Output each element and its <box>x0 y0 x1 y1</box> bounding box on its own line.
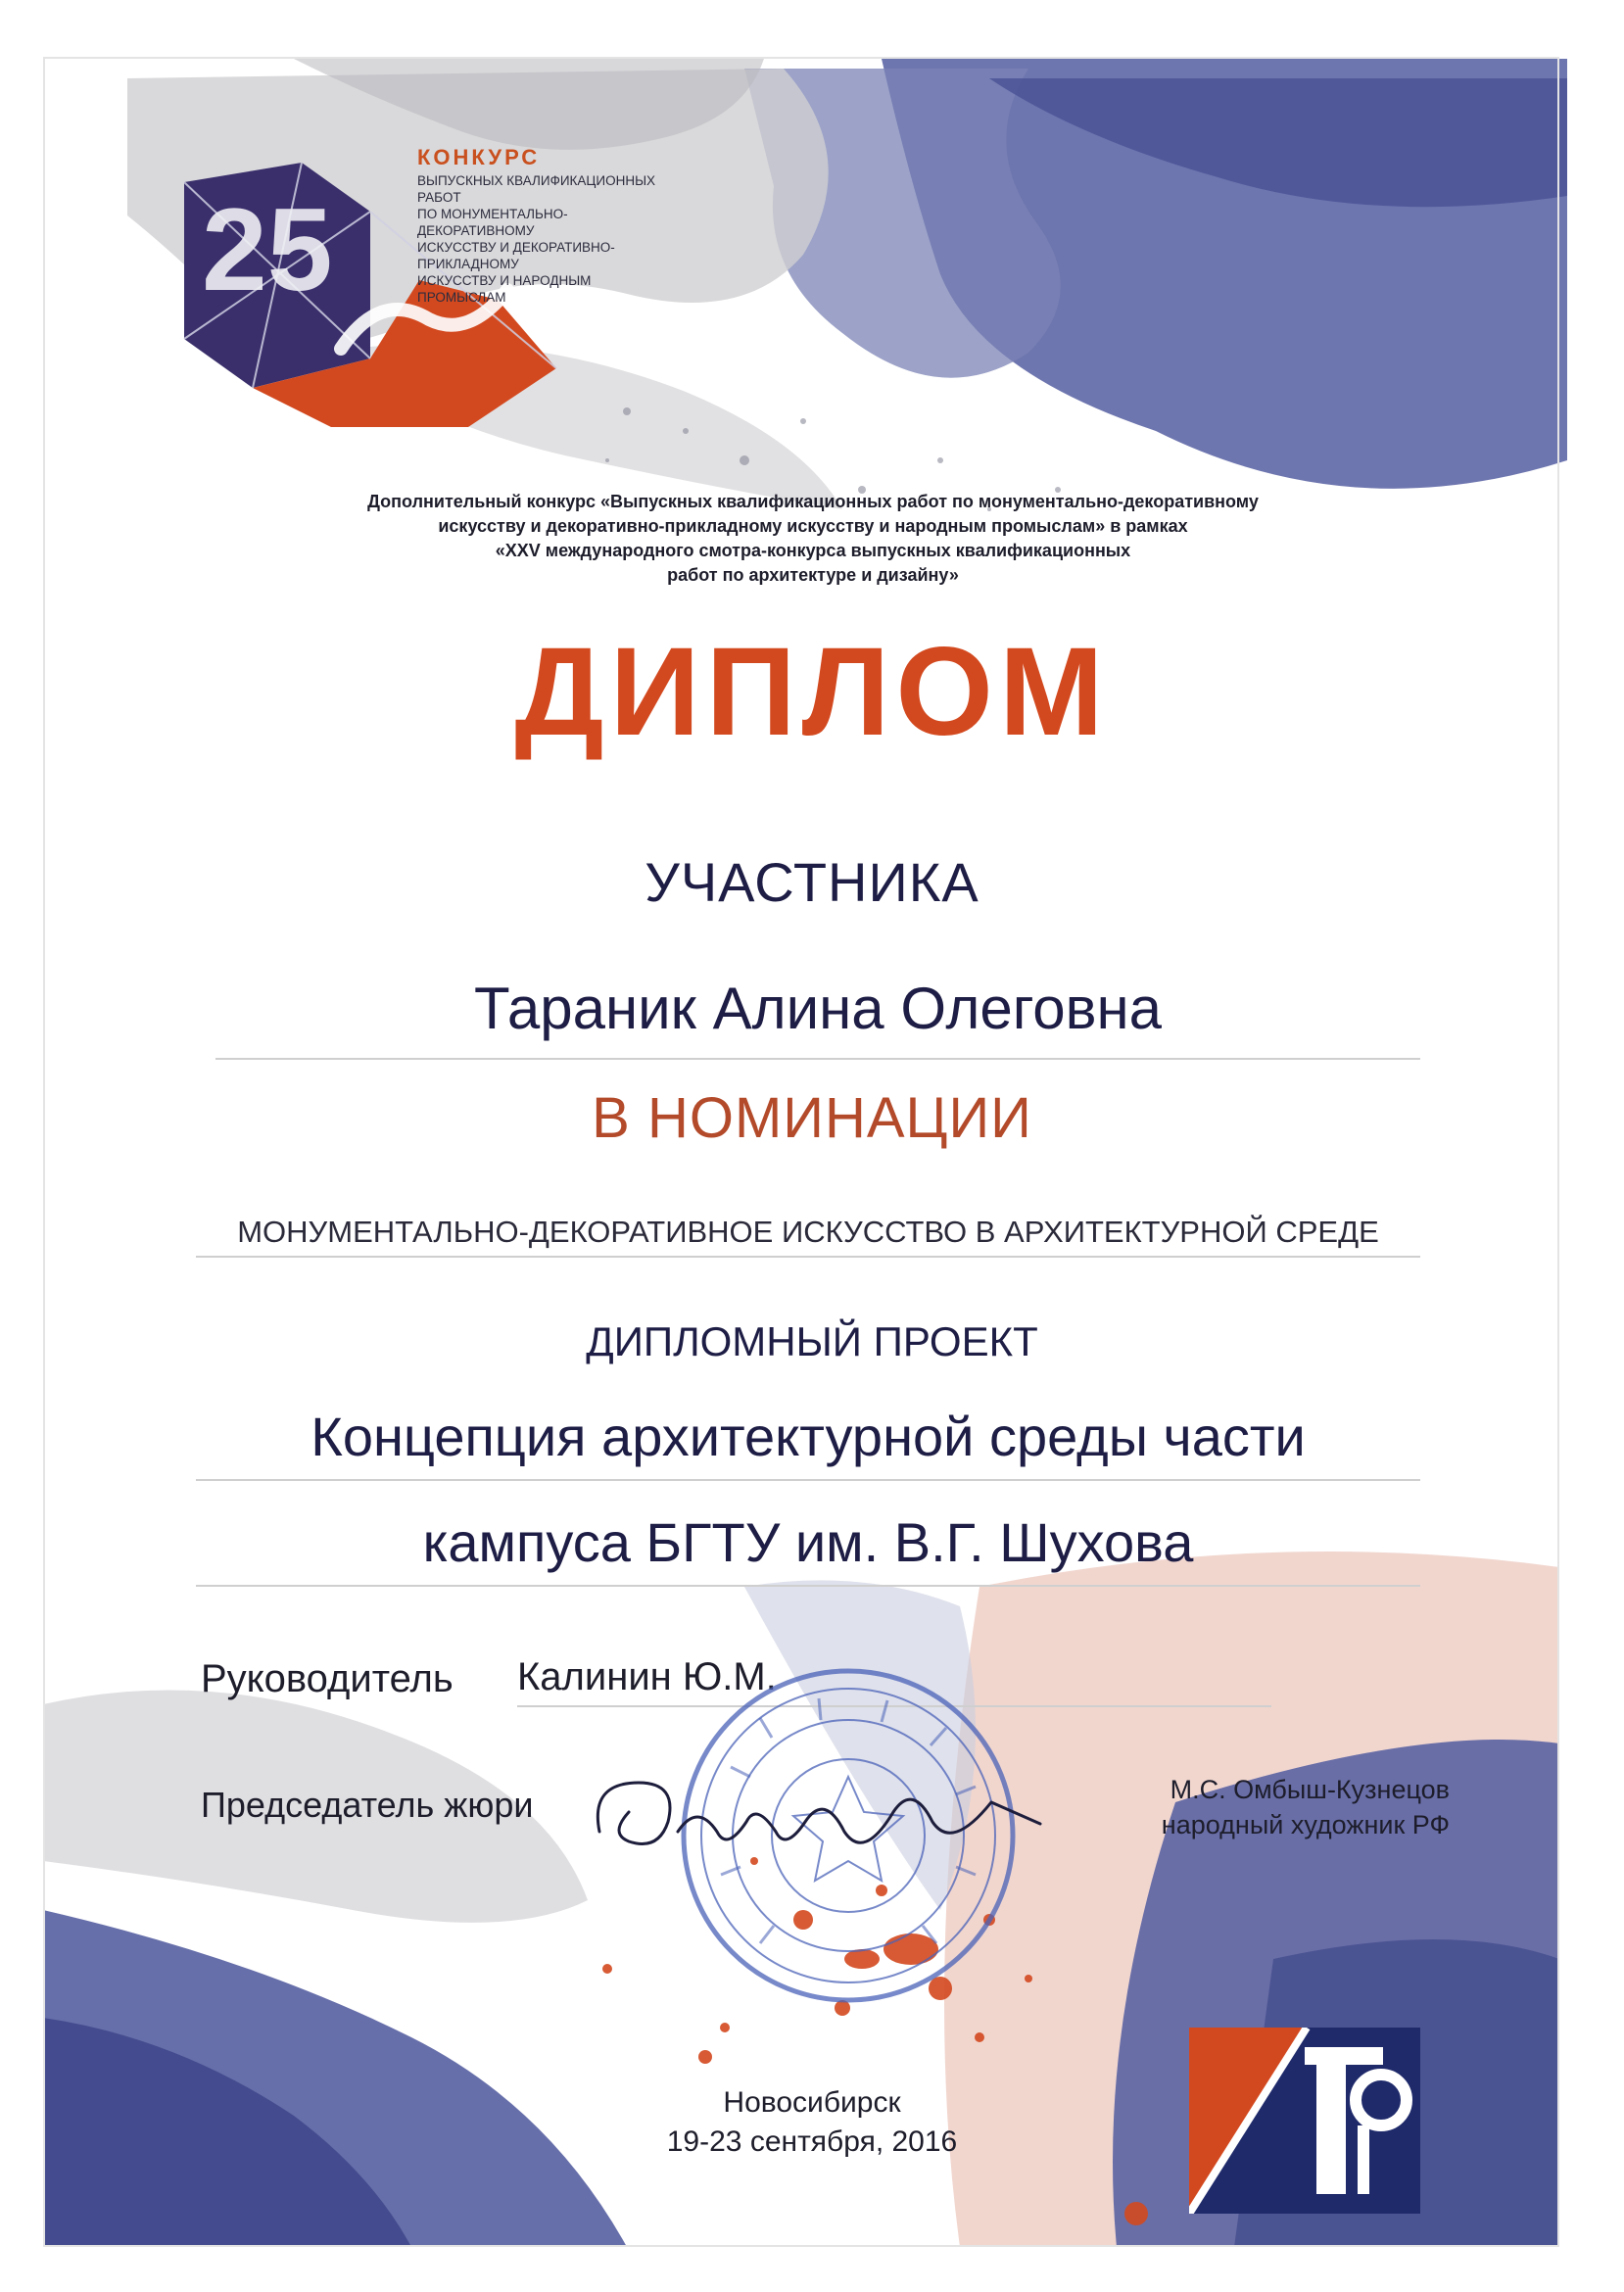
intro-line: работ по архитектуре и дизайну» <box>667 565 959 585</box>
jury-chair-name: М.С. Омбыш-Кузнецов <box>1170 1775 1450 1804</box>
contest-title: КОНКУРС <box>417 145 541 169</box>
recipient-name: Тараник Алина Олеговна <box>215 970 1420 1060</box>
contest-subtitle-line: ПО МОНУМЕНТАЛЬНО-ДЕКОРАТИВНОМУ <box>417 207 568 238</box>
intro-line: искусству и декоративно-прикладному искусству и народным промыслам» в рамках <box>438 516 1188 536</box>
intro-line: «XXV международного смотра-конкурса выпускных квалификационных <box>495 541 1131 560</box>
intro-text <box>294 490 1332 588</box>
project-label: ДИПЛОМНЫЙ ПРОЕКТ <box>586 1318 1038 1364</box>
diploma-role: УЧАСТНИКА <box>645 851 979 913</box>
jury-chair-title: народный художник РФ <box>1161 1810 1450 1839</box>
footer-date: 19-23 сентября, 2016 <box>666 2125 958 2158</box>
jury-chair-label: Председатель жюри <box>201 1785 534 1825</box>
footer-city: Новосибирск <box>723 2086 901 2119</box>
project-title-line: Концепция архитектурной среды части <box>196 1403 1420 1481</box>
chair-signature <box>580 1743 1050 1881</box>
contest-subtitle-line: ВЫПУСКНЫХ КВАЛИФИКАЦИОННЫХ РАБОТ <box>417 173 656 205</box>
supervisor-name: Калинин Ю.М. <box>517 1655 1271 1707</box>
contest-subtitle <box>417 172 682 306</box>
contest-subtitle-line: ИСКУССТВУ И НАРОДНЫМ ПРОМЫСЛАМ <box>417 273 592 305</box>
organizer-logo <box>1189 2028 1420 2214</box>
nomination-label: В НОМИНАЦИИ <box>592 1086 1032 1150</box>
intro-line: Дополнительный конкурс «Выпускных квалификационных работ по монументально-декоративному <box>367 492 1259 511</box>
supervisor-label: Руководитель <box>201 1657 454 1700</box>
logo-number: 25 <box>202 184 333 315</box>
project-title-line: кампуса БГТУ им. В.Г. Шухова <box>196 1508 1420 1587</box>
contest-subtitle-line: ИСКУССТВУ И ДЕКОРАТИВНО-ПРИКЛАДНОМУ <box>417 240 615 271</box>
nomination-value: МОНУМЕНТАЛЬНО-ДЕКОРАТИВНОЕ ИСКУССТВО В АРХИТЕКТУРНОЙ СРЕДЕ <box>196 1215 1420 1258</box>
diploma-title: ДИПЛОМ <box>514 622 1110 762</box>
